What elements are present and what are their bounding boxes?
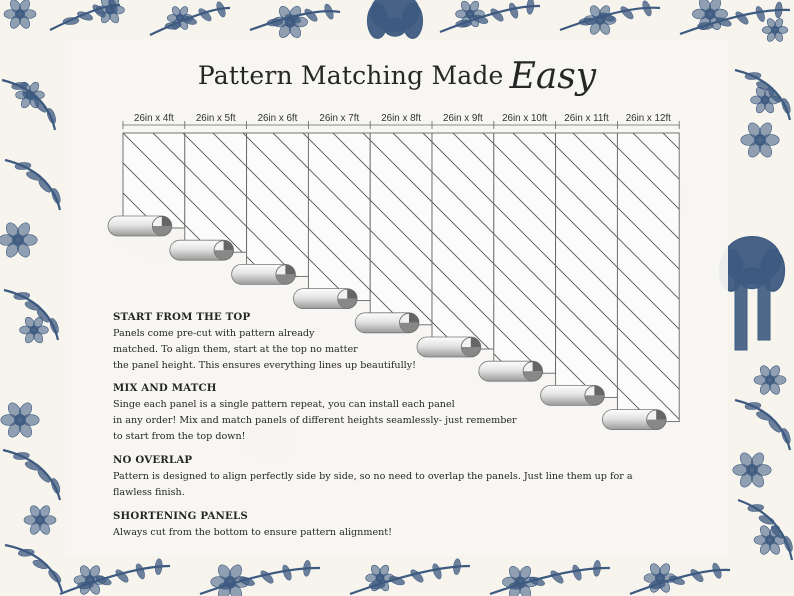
section-body [113, 469, 633, 501]
section-line: Always cut from the bottom to ensure pattern alignment! [113, 527, 393, 538]
section-body [113, 397, 517, 445]
hatch-line [185, 75, 247, 137]
section-shortening-panels [113, 510, 392, 541]
panel-roll [108, 216, 172, 236]
section-body [113, 525, 392, 541]
panel-sheet [308, 133, 370, 301]
panel-size-label: 26in x 6ft [257, 113, 298, 124]
panel-sheet [123, 133, 185, 228]
panel-size-label: 26in x 7ft [319, 113, 360, 124]
panel-roll [232, 264, 296, 284]
section-line: Singe each panel is a single pattern repeat, you can install each panel [113, 399, 455, 410]
section-heading: MIX AND MATCH [113, 382, 217, 394]
title-script-text: Easy [509, 56, 597, 97]
panel-size-label: 26in x 5ft [195, 113, 236, 124]
panel-size-label: 26in x 11ft [564, 113, 609, 124]
panel-roll [293, 289, 357, 309]
panel-roll [417, 337, 481, 357]
section-line: to start from the top down! [113, 431, 246, 442]
panel-size-label: 26in x 4ft [134, 113, 174, 124]
panel-size-label: 26in x 10ft [502, 113, 548, 124]
hatch-line [247, 77, 309, 139]
panel-sheet [370, 133, 432, 325]
panel-sheet [247, 133, 309, 276]
panel-roll [170, 240, 234, 260]
section-line: matched. To align them, start at the top no matter [113, 344, 358, 355]
section-line: Panels come pre-cut with pattern already [113, 328, 315, 339]
panel-sheet [556, 133, 618, 397]
section-no-overlap [113, 454, 633, 501]
panel-size-label: 26in x 12ft [625, 113, 671, 124]
panel-size-label: 26in x 8ft [381, 113, 421, 124]
section-line: flawless finish. [113, 487, 185, 498]
section-heading: NO OVERLAP [113, 454, 193, 466]
panel-roll [541, 385, 605, 405]
section-body [113, 326, 416, 374]
section-line: in any order! Mix and match panels of different heights seamlessly- just remember [113, 415, 517, 426]
section-line: Pattern is designed to align perfectly side by side, so no need to overlap the panels. Just line them up for a [113, 471, 633, 482]
hatch-line [308, 78, 370, 140]
section-line: the panel height. This ensures everything lines up beautifully! [113, 360, 416, 371]
hatch-line [123, 73, 185, 135]
section-mix-and-match [113, 382, 517, 445]
section-start-from-top [113, 311, 416, 374]
panel-size-label: 26in x 9ft [443, 113, 483, 124]
panel-roll [479, 361, 543, 381]
panel-sheet [494, 133, 556, 373]
panel-roll [602, 410, 666, 430]
section-heading: START FROM THE TOP [113, 311, 251, 323]
title-main-text: Pattern Matching Made [197, 61, 504, 90]
section-heading: SHORTENING PANELS [113, 510, 248, 522]
